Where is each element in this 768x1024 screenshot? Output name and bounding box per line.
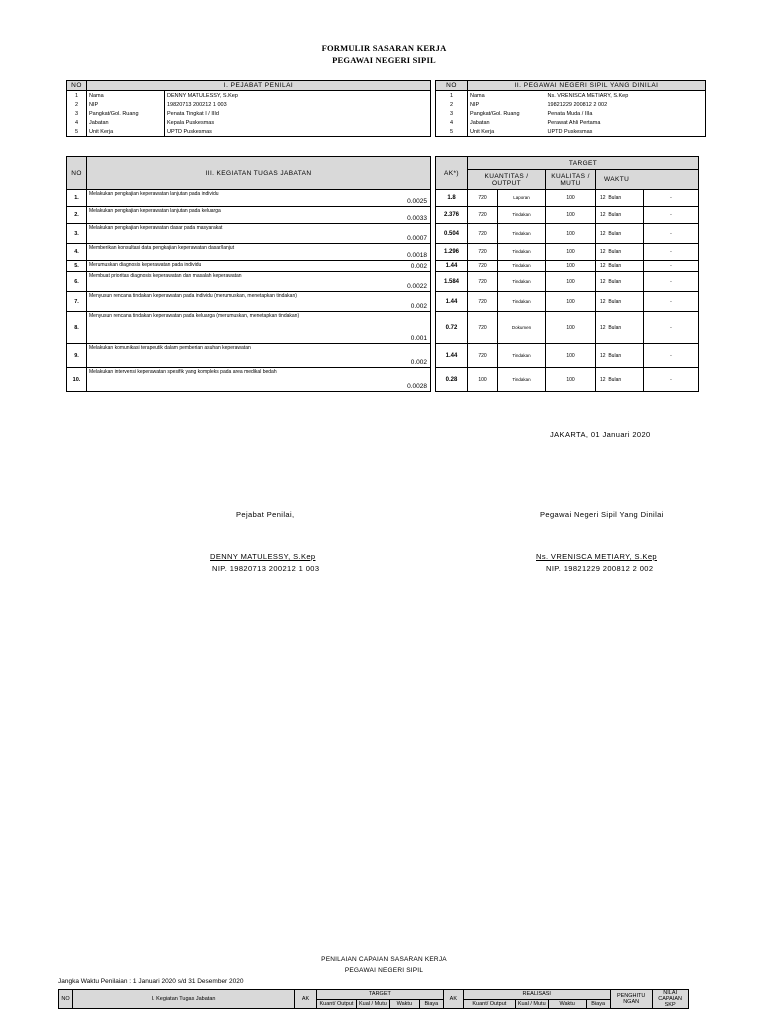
kualitas-header: KUALITAS / MUTU: [546, 170, 596, 190]
kegiatan-qty: 100: [468, 368, 498, 392]
kegiatan-row: [67, 244, 699, 261]
kegiatan-biaya: -: [644, 190, 699, 207]
identity-row: [67, 100, 706, 109]
kegiatan-qty: 720: [468, 312, 498, 344]
identity-table: [66, 80, 706, 137]
kegiatan-row: [67, 190, 699, 207]
kegiatan-activity-cell: [87, 344, 431, 368]
no-header: NO: [67, 81, 87, 91]
kegiatan-unit: Tindakan: [498, 244, 546, 261]
penilai-no: 3: [67, 109, 87, 118]
kegiatan-mutu: 100: [546, 244, 596, 261]
dinilai-label: Jabatan: [468, 118, 546, 127]
kegiatan-qty: 720: [468, 272, 498, 292]
penilai-value: DENNY MATULESSY, S.Kep: [165, 91, 431, 101]
dinilai-no: 2: [436, 100, 468, 109]
kegiatan-unit: Dokumen: [498, 312, 546, 344]
ak-header: AK*): [436, 157, 468, 190]
kegiatan-activity-cell: [87, 312, 431, 344]
kegiatan-waktu-u: Bulan: [608, 230, 622, 237]
kegiatan-ak: 1.8: [436, 190, 468, 207]
kegiatan-activity-cell: [87, 292, 431, 312]
kegiatan-activity: Merumuskan diagnosis keperawatan pada individu: [89, 262, 202, 268]
kegiatan-row: [67, 207, 699, 224]
kegiatan-row: [67, 261, 699, 272]
kegiatan-activity: Membuat prioritas diagnosis keperawatan dan masalah keperawatan: [89, 273, 242, 279]
kegiatan-waktu-u: Bulan: [608, 298, 622, 305]
kegiatan-activity: Melakukan intervensi keperawatan spesifik yang kompleks pada area medikal bedah: [89, 369, 277, 375]
kegiatan-coef: 0.002: [410, 263, 427, 270]
penilai-value: Penata Tingkat I / IIId: [165, 109, 431, 118]
penilai-label: Pangkat/Gol. Ruang: [87, 109, 165, 118]
identity-row: [67, 109, 706, 118]
kegiatan-qty: 720: [468, 244, 498, 261]
penilai-sign-label: Pejabat Penilai,: [236, 510, 295, 519]
dinilai-sign-label: Pegawai Negeri Sipil Yang Dinilai: [540, 510, 664, 519]
dinilai-label: Nama: [468, 91, 546, 101]
kegiatan-waktu-u: Bulan: [608, 376, 622, 383]
kegiatan-activity-cell: [87, 207, 431, 224]
kegiatan-ak: 0.28: [436, 368, 468, 392]
kegiatan-waktu-u: Bulan: [608, 195, 622, 201]
kegiatan-biaya: -: [644, 368, 699, 392]
kegiatan-waktu-u: Bulan: [608, 278, 622, 285]
kegiatan-ak: 1.44: [436, 261, 468, 272]
p-biaya2-header: Biaya: [586, 999, 610, 1009]
penilai-no: 5: [67, 127, 87, 137]
kegiatan-waktu-u: Bulan: [608, 249, 622, 255]
kegiatan-no: 9.: [67, 344, 87, 368]
kegiatan-activity-cell: [87, 224, 431, 244]
target-header: TARGET: [468, 157, 699, 170]
kegiatan-ak: 1.296: [436, 244, 468, 261]
dinilai-no: 4: [436, 118, 468, 127]
p-no-header: NO: [59, 990, 73, 1009]
form-subtitle: PEGAWAI NEGERI SIPIL: [332, 55, 436, 65]
p-nilai-header: NILAI CAPAIAN SKP: [652, 990, 688, 1009]
p-waktu-header: Waktu: [389, 999, 419, 1009]
kegiatan-qty: 720: [468, 344, 498, 368]
kegiatan-qty: 720: [468, 224, 498, 244]
penilai-sign-name: DENNY MATULESSY, S.Kep: [210, 552, 316, 561]
kegiatan-waktu-n: 12: [600, 195, 606, 201]
kegiatan-coef: 0.0022: [407, 283, 427, 290]
kegiatan-qty: 720: [468, 190, 498, 207]
kegiatan-waktu: [596, 368, 644, 392]
kegiatan-coef: 0.0028: [407, 383, 427, 390]
kegiatan-waktu-n: 12: [600, 230, 606, 237]
kegiatan-ak: 1.44: [436, 292, 468, 312]
dinilai-label: NIP: [468, 100, 546, 109]
kegiatan-waktu-u: Bulan: [608, 324, 622, 331]
no-header: NO: [67, 157, 87, 190]
kegiatan-activity-cell: [87, 190, 431, 207]
kegiatan-mutu: 100: [546, 368, 596, 392]
kegiatan-no: 5.: [67, 261, 87, 272]
kegiatan-ak: 1.44: [436, 344, 468, 368]
kegiatan-waktu-n: 12: [600, 324, 606, 331]
penilai-label: NIP: [87, 100, 165, 109]
kegiatan-biaya: -: [644, 244, 699, 261]
kegiatan-biaya: -: [644, 207, 699, 224]
kegiatan-waktu-n: 12: [600, 298, 606, 305]
penilai-header: I. PEJABAT PENILAI: [87, 81, 431, 91]
p-waktu2-header: Waktu: [548, 999, 586, 1009]
kegiatan-waktu: [596, 244, 644, 261]
kegiatan-biaya: -: [644, 261, 699, 272]
penilai-no: 2: [67, 100, 87, 109]
p-biaya-header: Biaya: [419, 999, 443, 1009]
kegiatan-no: 1.: [67, 190, 87, 207]
dinilai-sign-name: Ns. VRENISCA METIARY, S.Kep: [536, 552, 657, 561]
kegiatan-biaya: -: [644, 224, 699, 244]
kegiatan-waktu: [596, 207, 644, 224]
no-header: NO: [436, 81, 468, 91]
kegiatan-waktu-n: 12: [600, 376, 606, 383]
kegiatan-row: [67, 312, 699, 344]
identity-row: [67, 127, 706, 137]
penilai-value: 19820713 200212 1 003: [165, 100, 431, 109]
dinilai-label: Pangkat/Gol. Ruang: [468, 109, 546, 118]
form-title: FORMULIR SASARAN KERJA: [321, 43, 447, 53]
kegiatan-unit: Tindakan: [498, 272, 546, 292]
dinilai-value: Penata Muda / IIIa: [546, 109, 706, 118]
kegiatan-no: 7.: [67, 292, 87, 312]
kegiatan-biaya: -: [644, 312, 699, 344]
penilaian-period: Jangka Waktu Penilaian : 1 Januari 2020 s/d 31 Desember 2020: [58, 978, 244, 985]
kegiatan-no: 4.: [67, 244, 87, 261]
p-kuant-header: Kuant/ Output: [317, 999, 357, 1009]
kegiatan-waktu-n: 12: [600, 249, 606, 255]
dinilai-value: Ns. VRENISCA METIARY, S.Kep: [546, 91, 706, 101]
penilai-label: Unit Kerja: [87, 127, 165, 137]
kegiatan-biaya: -: [644, 272, 699, 292]
kegiatan-waktu: [596, 292, 644, 312]
kegiatan-qty: 720: [468, 207, 498, 224]
kegiatan-waktu-n: 12: [600, 212, 606, 218]
penilai-label: Nama: [87, 91, 165, 101]
kegiatan-mutu: 100: [546, 344, 596, 368]
penilai-value: Kepala Puskesmas: [165, 118, 431, 127]
kegiatan-waktu: [596, 261, 644, 272]
kegiatan-unit: Tindakan: [498, 344, 546, 368]
kegiatan-unit: Tindakan: [498, 261, 546, 272]
kegiatan-mutu: 100: [546, 207, 596, 224]
kegiatan-waktu-u: Bulan: [608, 263, 622, 269]
kegiatan-activity: Melakukan pengkajian keperawatan lanjutan pada keluarga: [89, 208, 221, 214]
date-line: JAKARTA, 01 Januari 2020: [550, 430, 651, 439]
kegiatan-row: [67, 224, 699, 244]
identity-row: [67, 91, 706, 101]
kegiatan-biaya: -: [644, 344, 699, 368]
kegiatan-unit: Laporan: [498, 190, 546, 207]
kegiatan-unit: Tindakan: [498, 368, 546, 392]
penilai-label: Jabatan: [87, 118, 165, 127]
p-realisasi-header: REALISASI: [463, 990, 610, 1000]
kegiatan-biaya: -: [644, 292, 699, 312]
kuantitas-header: KUANTITAS / OUTPUT: [468, 170, 546, 190]
penilai-no: 1: [67, 91, 87, 101]
dinilai-value: 19821229 200812 2 002: [546, 100, 706, 109]
kegiatan-activity-cell: [87, 261, 431, 272]
kegiatan-ak: 0.72: [436, 312, 468, 344]
kegiatan-no: 3.: [67, 224, 87, 244]
kegiatan-no: 8.: [67, 312, 87, 344]
kegiatan-qty: 720: [468, 292, 498, 312]
kegiatan-waktu: [596, 190, 644, 207]
kegiatan-mutu: 100: [546, 292, 596, 312]
dinilai-no: 1: [436, 91, 468, 101]
identity-row: [67, 118, 706, 127]
kegiatan-waktu: [596, 224, 644, 244]
kegiatan-qty: 720: [468, 261, 498, 272]
kegiatan-row: [67, 292, 699, 312]
kegiatan-no: 10.: [67, 368, 87, 392]
kegiatan-coef: 0.0018: [407, 252, 427, 259]
kegiatan-mutu: 100: [546, 261, 596, 272]
kegiatan-row: [67, 272, 699, 292]
kegiatan-activity: Melakukan pengkajian keperawatan lanjutan pada individu: [89, 191, 219, 197]
kegiatan-coef: 0.001: [410, 335, 427, 342]
kegiatan-waktu: [596, 344, 644, 368]
kegiatan-unit: Tindakan: [498, 224, 546, 244]
kegiatan-waktu-n: 12: [600, 352, 606, 359]
kegiatan-mutu: 100: [546, 224, 596, 244]
penilaian-table: [58, 989, 689, 1009]
dinilai-value: UPTD Puskesmas: [546, 127, 706, 137]
p-ak2-header: AK: [443, 990, 463, 1009]
kegiatan-unit: Tindakan: [498, 292, 546, 312]
penilaian-title: PENILAIAN CAPAIAN SASARAN KERJA: [321, 956, 447, 963]
kegiatan-coef: 0.0033: [407, 215, 427, 222]
kegiatan-activity: Menyusun rencana tindakan keperawatan pada individu (merumuskan, menetapkan tindakan): [89, 293, 297, 299]
kegiatan-coef: 0.0025: [407, 198, 427, 205]
dinilai-header: II. PEGAWAI NEGERI SIPIL YANG DINILAI: [468, 81, 706, 91]
kegiatan-activity-cell: [87, 272, 431, 292]
kegiatan-activity: Melakukan komunikasi terapeutik dalam pemberian asuhan keperawatan: [89, 345, 251, 351]
kegiatan-mutu: 100: [546, 312, 596, 344]
p-kual-header: Kual / Mutu: [357, 999, 390, 1009]
kegiatan-mutu: 100: [546, 190, 596, 207]
kegiatan-ak: 0.504: [436, 224, 468, 244]
dinilai-label: Unit Kerja: [468, 127, 546, 137]
kegiatan-ak: 2.376: [436, 207, 468, 224]
dinilai-value: Perawat Ahli Pertama: [546, 118, 706, 127]
kegiatan-activity-cell: [87, 244, 431, 261]
kegiatan-row: [67, 344, 699, 368]
p-kegiatan-header: I. Kegiatan Tugas Jabatan: [73, 990, 295, 1009]
kegiatan-waktu: [596, 272, 644, 292]
kegiatan-waktu: [596, 312, 644, 344]
p-ak-header: AK: [295, 990, 317, 1009]
dinilai-no: 3: [436, 109, 468, 118]
p-target-header: TARGET: [317, 990, 444, 1000]
p-penghitungan-header: PENGHITU NGAN: [610, 990, 652, 1009]
kegiatan-row: [67, 368, 699, 392]
kegiatan-unit: Tindakan: [498, 207, 546, 224]
waktu-header: WAKTU: [596, 170, 699, 190]
penilai-sign-nip: NIP. 19820713 200212 1 003: [212, 564, 320, 573]
kegiatan-no: 2.: [67, 207, 87, 224]
kegiatan-activity: Menyusun rencana tindakan keperawatan pada keluarga (merumuskan, menetapkan tindakan): [89, 313, 300, 319]
kegiatan-activity: Melakukan pengkajian keperawatan dasar pada masyarakat: [89, 225, 223, 231]
dinilai-no: 5: [436, 127, 468, 137]
kegiatan-activity-cell: [87, 368, 431, 392]
kegiatan-no: 6.: [67, 272, 87, 292]
kegiatan-waktu-n: 12: [600, 263, 606, 269]
penilaian-subtitle: PEGAWAI NEGERI SIPIL: [344, 967, 424, 974]
kegiatan-coef: 0.0007: [407, 235, 427, 242]
kegiatan-waktu-u: Bulan: [608, 212, 622, 218]
kegiatan-waktu-n: 12: [600, 278, 606, 285]
penilai-value: UPTD Puskesmas: [165, 127, 431, 137]
kegiatan-activity: Memberikan konsultasi data pengkajian keperawatan dasar/lanjut: [89, 245, 235, 251]
kegiatan-waktu-u: Bulan: [608, 352, 622, 359]
kegiatan-coef: 0.002: [410, 359, 427, 366]
penilai-no: 4: [67, 118, 87, 127]
kegiatan-mutu: 100: [546, 272, 596, 292]
p-kual2-header: Kual / Mutu: [515, 999, 548, 1009]
kegiatan-ak: 1.584: [436, 272, 468, 292]
dinilai-sign-nip: NIP. 19821229 200812 2 002: [546, 564, 654, 573]
p-kuant2-header: Kuant/ Output: [463, 999, 515, 1009]
kegiatan-coef: 0.002: [410, 303, 427, 310]
kegiatan-header: III. KEGIATAN TUGAS JABATAN: [87, 157, 431, 190]
kegiatan-table: [66, 156, 699, 392]
